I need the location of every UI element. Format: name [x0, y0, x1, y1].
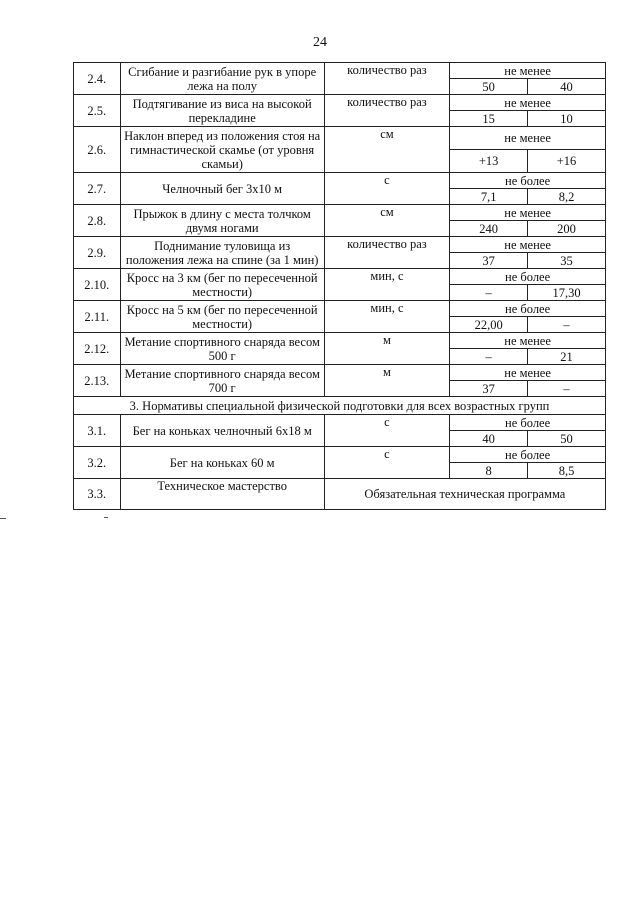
value-1: 7,1	[450, 189, 528, 205]
condition: не более	[450, 447, 606, 463]
value-2: +16	[528, 150, 606, 173]
table-row	[74, 479, 606, 510]
exercise-name: Бег на коньках челночный 6х18 м	[120, 415, 324, 447]
exercise-name: Бег на коньках 60 м	[120, 447, 324, 479]
value-1: 50	[450, 79, 528, 95]
condition: не более	[450, 415, 606, 431]
unit: см	[324, 127, 449, 173]
section-title: 3. Нормативы специальной физической подготовки для всех возрастных групп	[74, 397, 606, 415]
value-1: –	[450, 349, 528, 365]
item-number: 2.11.	[74, 301, 121, 333]
program-text: Обязательная техническая программа	[324, 479, 605, 510]
unit: мин, с	[324, 301, 449, 333]
unit: м	[324, 333, 449, 365]
value-1: 15	[450, 111, 528, 127]
condition: не менее	[450, 95, 606, 111]
exercise-name: Подтягивание из виса на высокой перекладине	[120, 95, 324, 127]
exercise-name: Поднимание туловища из положения лежа на спине (за 1 мин)	[120, 237, 324, 269]
unit: м	[324, 365, 449, 397]
item-number: 3.2.	[74, 447, 121, 479]
value-1: +13	[450, 150, 528, 173]
exercise-name: Челночный бег 3х10 м	[120, 173, 324, 205]
item-number: 2.6.	[74, 127, 121, 173]
condition: не менее	[450, 63, 606, 79]
value-2: 35	[528, 253, 606, 269]
value-2: 10	[528, 111, 606, 127]
condition: не менее	[450, 205, 606, 221]
scan-mark	[0, 518, 6, 519]
table-row	[74, 205, 606, 221]
value-1: 37	[450, 381, 528, 397]
table-row	[74, 269, 606, 285]
value-1: 240	[450, 221, 528, 237]
unit: количество раз	[324, 237, 449, 269]
value-2: 17,30	[528, 285, 606, 301]
table-row	[74, 365, 606, 381]
value-1: 40	[450, 431, 528, 447]
unit: с	[324, 173, 449, 205]
exercise-name: Метание спортивного снаряда весом 700 г	[120, 365, 324, 397]
unit: количество раз	[324, 95, 449, 127]
value-1: 22,00	[450, 317, 528, 333]
unit: мин, с	[324, 269, 449, 301]
item-number: 2.10.	[74, 269, 121, 301]
value-2: 50	[528, 431, 606, 447]
value-2: 21	[528, 349, 606, 365]
condition: не более	[450, 301, 606, 317]
value-1: –	[450, 285, 528, 301]
item-number: 2.4.	[74, 63, 121, 95]
unit: с	[324, 447, 449, 479]
item-number: 2.5.	[74, 95, 121, 127]
item-number: 2.8.	[74, 205, 121, 237]
exercise-name: Техническое мастерство	[120, 479, 324, 510]
table-row	[74, 415, 606, 431]
condition: не более	[450, 173, 606, 189]
scan-mark	[104, 517, 108, 518]
condition: не менее	[450, 127, 606, 150]
item-number: 2.13.	[74, 365, 121, 397]
item-number: 3.3.	[74, 479, 121, 510]
item-number: 2.7.	[74, 173, 121, 205]
value-2: 8,2	[528, 189, 606, 205]
page-number: 24	[313, 35, 327, 50]
standards-table	[73, 62, 606, 510]
value-2: 200	[528, 221, 606, 237]
value-2: –	[528, 381, 606, 397]
exercise-name: Сгибание и разгибание рук в упоре лежа на полу	[120, 63, 324, 95]
value-2: –	[528, 317, 606, 333]
unit: с	[324, 415, 449, 447]
table-row	[74, 447, 606, 463]
value-2: 8,5	[528, 463, 606, 479]
table-row	[74, 173, 606, 189]
exercise-name: Кросс на 3 км (бег по пересеченной местности)	[120, 269, 324, 301]
value-1: 37	[450, 253, 528, 269]
table-row	[74, 301, 606, 317]
table-row	[74, 95, 606, 111]
condition: не менее	[450, 365, 606, 381]
exercise-name: Прыжок в длину с места толчком двумя ногами	[120, 205, 324, 237]
section-row	[74, 397, 606, 415]
value-2: 40	[528, 79, 606, 95]
exercise-name: Наклон вперед из положения стоя на гимнастической скамье (от уровня скамьи)	[120, 127, 324, 173]
value-1: 8	[450, 463, 528, 479]
table-row	[74, 127, 606, 150]
condition: не более	[450, 269, 606, 285]
unit: количество раз	[324, 63, 449, 95]
item-number: 3.1.	[74, 415, 121, 447]
exercise-name: Метание спортивного снаряда весом 500 г	[120, 333, 324, 365]
table-row	[74, 237, 606, 253]
unit: см	[324, 205, 449, 237]
table-row	[74, 63, 606, 79]
exercise-name: Кросс на 5 км (бег по пересеченной местности)	[120, 301, 324, 333]
condition: не менее	[450, 333, 606, 349]
table-row	[74, 333, 606, 349]
item-number: 2.12.	[74, 333, 121, 365]
condition: не менее	[450, 237, 606, 253]
item-number: 2.9.	[74, 237, 121, 269]
